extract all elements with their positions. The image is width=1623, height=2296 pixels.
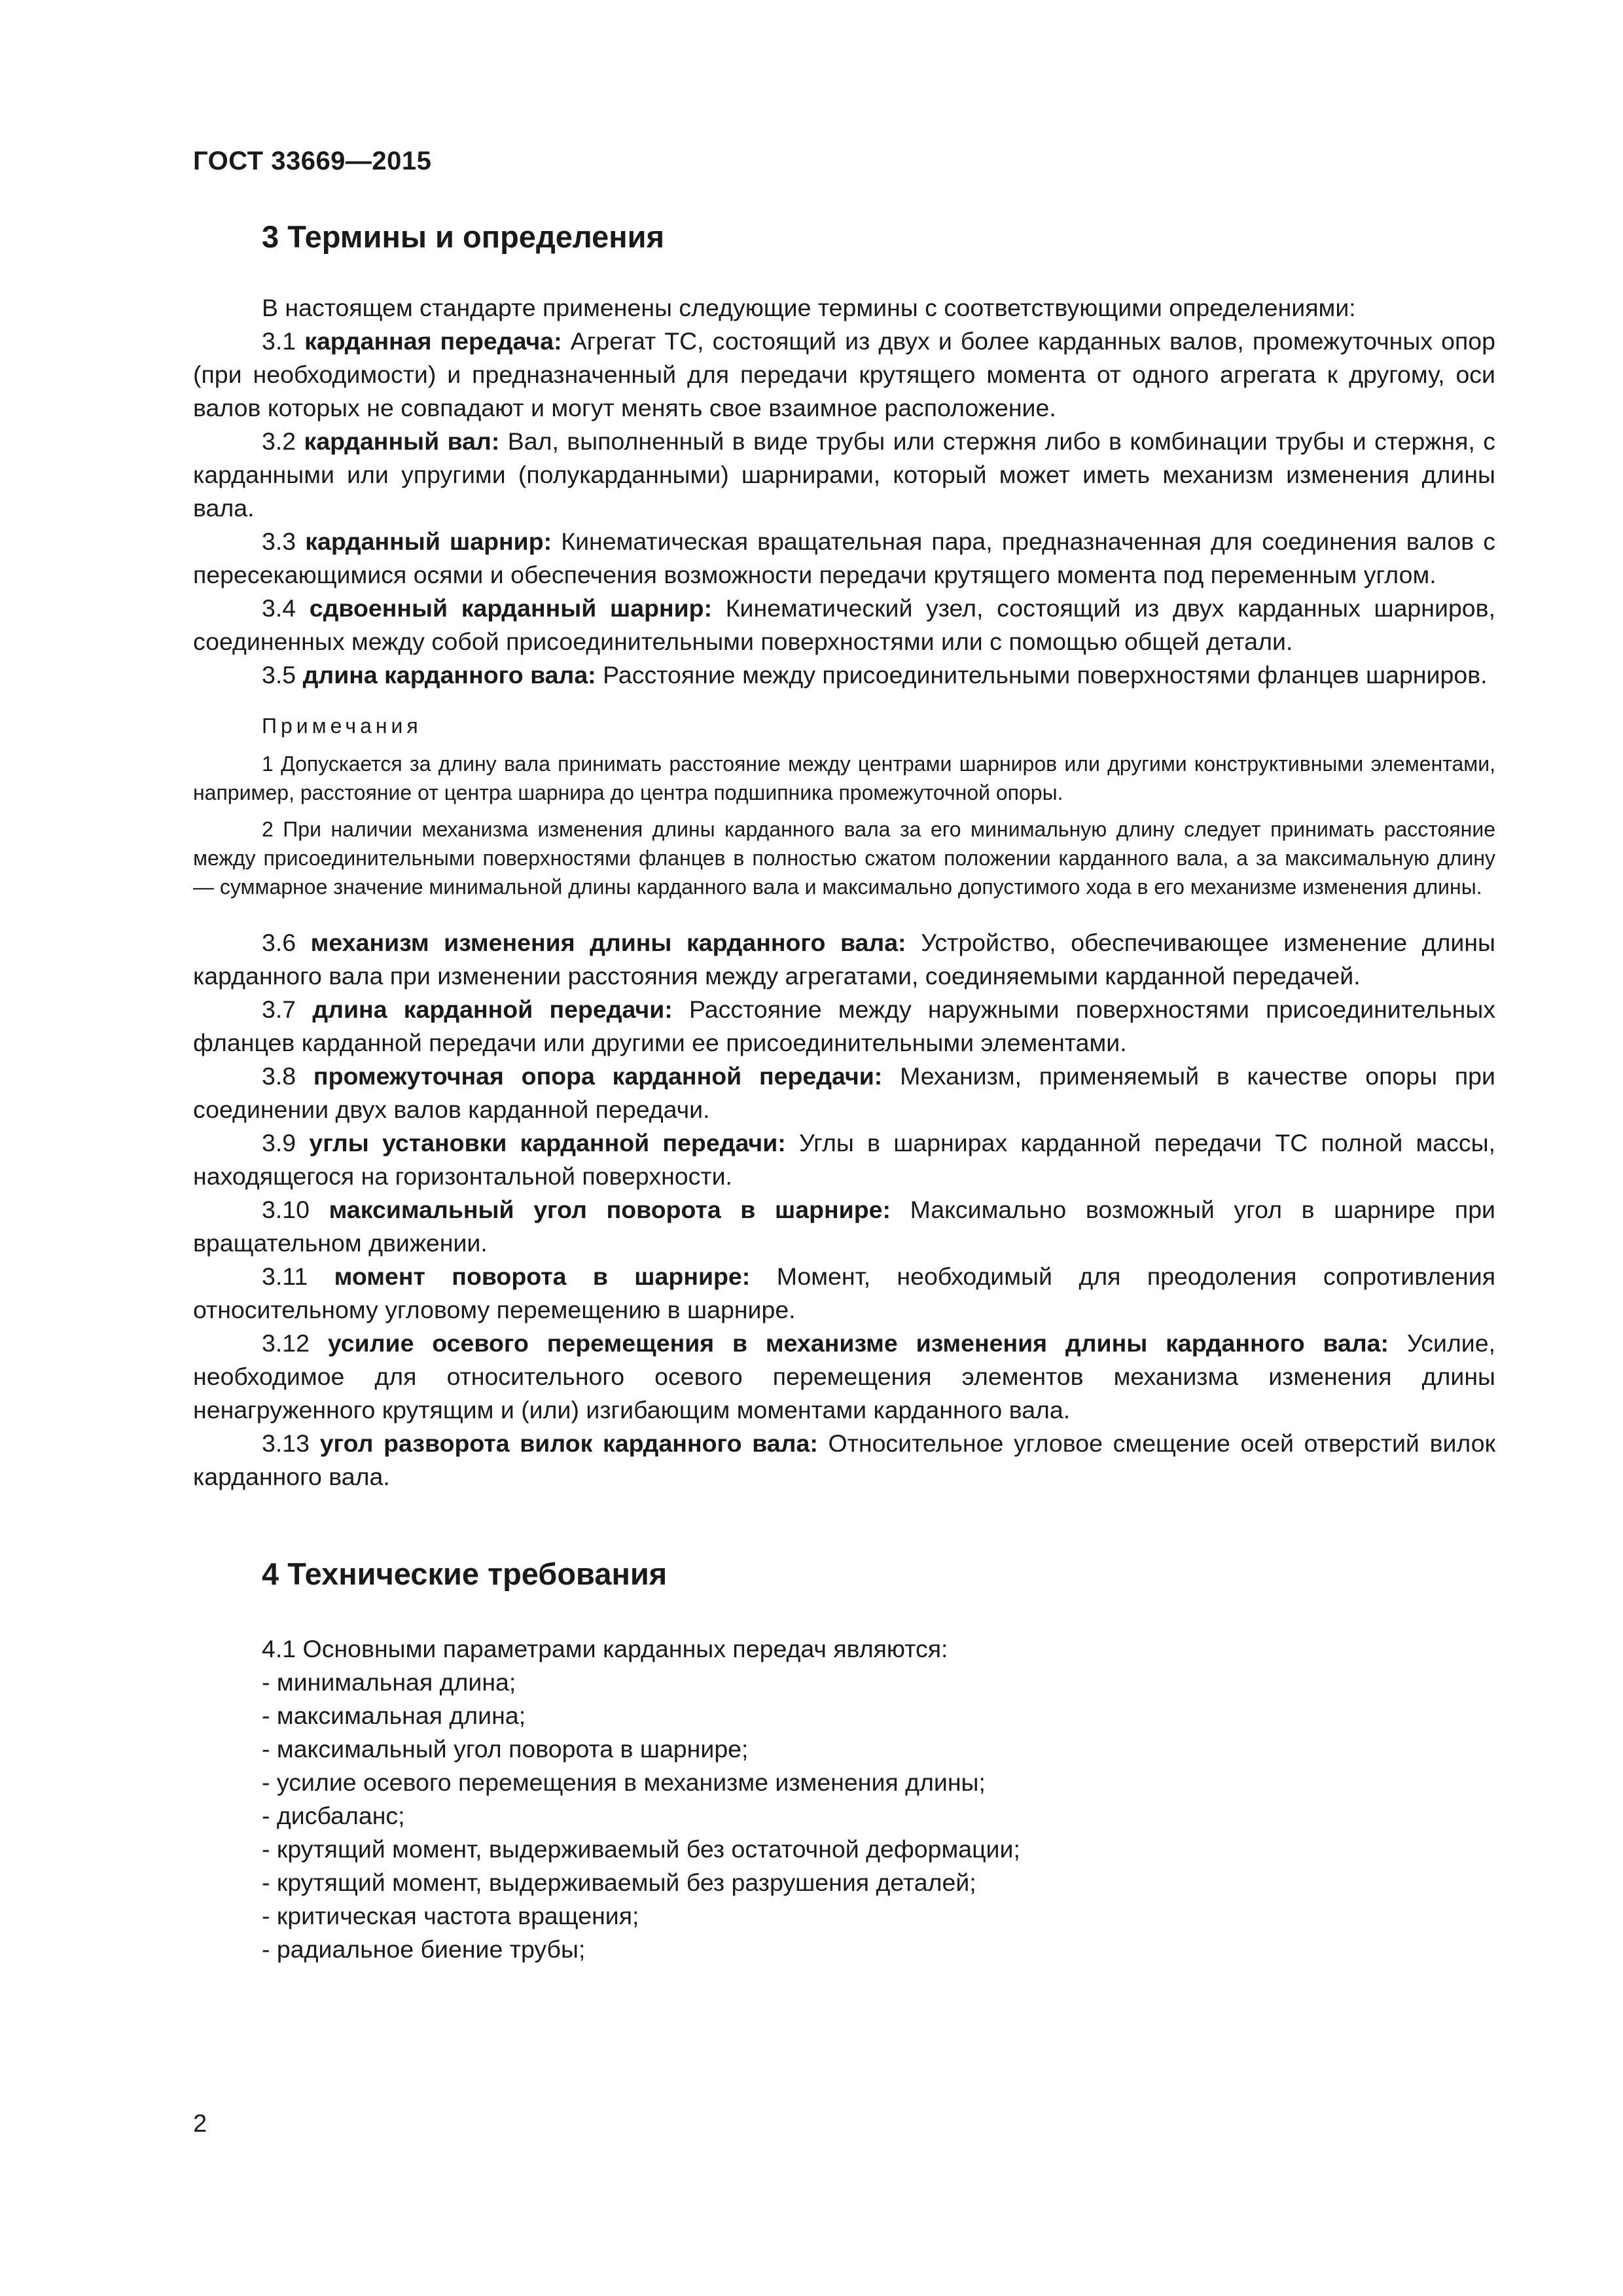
term-number: 3.4 xyxy=(262,594,296,622)
note-2: 2 При наличии механизма изменения длины карданного вала за его минимальную длину следует принимать расстояние между присоединительными поверхностями фланцев в полностью сжатом положении карданного вала, а за максимальную длину — суммарное значение минимальной длины карданного вала и максимально допустимого хода в его механизме изменения длины. xyxy=(193,817,1495,899)
term-name: максимальный угол поворота в шарнире: xyxy=(329,1196,891,1224)
term-3-2 xyxy=(193,425,1495,525)
term-number: 3.1 xyxy=(262,327,296,355)
term-definition: Относительное угловое смещение осей отверстий вилок карданного вала. xyxy=(193,1429,1495,1491)
term-3-12 xyxy=(193,1327,1495,1427)
term-definition: Кинематический узел, состоящий из двух карданных шарниров, соединенных между собой присоединительными поверхностями или с помощью общей детали. xyxy=(193,594,1495,656)
term-3-6 xyxy=(193,926,1495,993)
list-item: - критическая частота вращения; xyxy=(262,1902,639,1930)
term-3-4 xyxy=(193,592,1495,658)
term-name: карданная передача: xyxy=(304,327,562,355)
term-name: момент поворота в шарнире: xyxy=(334,1263,751,1291)
list-item: - крутящий момент, выдерживаемый без разрушения деталей; xyxy=(262,1869,976,1897)
section-3-title: 3 Термины и определения xyxy=(262,219,664,254)
list-item: - крутящий момент, выдерживаемый без остаточной деформации; xyxy=(262,1835,1020,1863)
term-definition: Максимально возможный угол в шарнире при вращательном движении. xyxy=(193,1196,1495,1257)
term-number: 3.8 xyxy=(262,1062,296,1090)
term-definition: Расстояние между наружными поверхностями присоединительных фланцев карданной передачи или другими ее присоединительными элементами. xyxy=(193,996,1496,1057)
term-definition: Устройство, обеспечивающее изменение длины карданного вала при изменении расстояния между агрегатами, соединяемыми карданной передачей. xyxy=(193,929,1495,990)
term-3-1 xyxy=(193,325,1495,425)
term-name: промежуточная опора карданной передачи: xyxy=(313,1062,883,1090)
term-3-11 xyxy=(193,1260,1495,1327)
term-3-10 xyxy=(193,1193,1495,1260)
section-3-intro: В настоящем стандарте применены следующие термины с соответствующими определениями: xyxy=(262,294,1356,322)
document-body xyxy=(193,219,1495,1966)
page-number: 2 xyxy=(193,2110,207,2138)
term-name: механизм изменения длины карданного вала: xyxy=(310,929,906,957)
parameters-list xyxy=(193,1666,1495,1966)
term-name: усилие осевого перемещения в механизме изменения длины карданного вала: xyxy=(327,1329,1389,1357)
term-number: 3.2 xyxy=(262,427,296,456)
term-3-9 xyxy=(193,1126,1495,1193)
term-number: 3.11 xyxy=(262,1263,308,1291)
term-name: углы установки карданной передачи: xyxy=(309,1129,786,1157)
term-number: 3.10 xyxy=(262,1196,310,1224)
term-name: длина карданного вала: xyxy=(302,661,596,689)
term-number: 3.3 xyxy=(262,528,296,556)
term-definition: Механизм, применяемый в качестве опоры при соединении двух валов карданной передачи. xyxy=(193,1062,1495,1124)
term-name: карданный шарнир: xyxy=(305,528,552,556)
term-number: 3.5 xyxy=(262,661,296,689)
term-definition: Усилие, необходимое для относительного осевого перемещения элементов механизма изменения длины ненагруженного крутящим и (или) изгибающим моментами карданного вала. xyxy=(193,1329,1496,1424)
section-4-intro: 4.1 Основными параметрами карданных передач являются: xyxy=(262,1635,948,1663)
note-1: 1 Допускается за длину вала принимать расстояние между центрами шарниров или другими конструктивными элементами, например, расстояние от центра шарнира до центра подшипника промежуточной опоры. xyxy=(193,752,1495,805)
list-item: - максимальный угол поворота в шарнире; xyxy=(262,1735,749,1763)
term-number: 3.9 xyxy=(262,1129,296,1157)
terms-list xyxy=(193,325,1495,692)
term-definition: Углы в шарнирах карданной передачи ТС полной массы, находящегося на горизонтальной поверхности. xyxy=(193,1129,1496,1191)
notes-spacer xyxy=(193,909,1495,926)
term-name: длина карданной передачи: xyxy=(312,996,673,1024)
term-definition: Момент, необходимый для преодоления сопротивления относительному угловому перемещению в шарнире. xyxy=(193,1263,1496,1324)
term-number: 3.6 xyxy=(262,929,296,957)
term-name: угол разворота вилок карданного вала: xyxy=(319,1429,818,1458)
document-header: ГОСТ 33669—2015 xyxy=(193,147,432,175)
list-item: - минимальная длина; xyxy=(262,1668,516,1696)
list-item: - радиальное биение трубы; xyxy=(262,1935,586,1964)
section-4-title: 4 Технические требования xyxy=(262,1556,668,1592)
term-number: 3.7 xyxy=(262,996,296,1024)
term-3-8 xyxy=(193,1060,1495,1126)
term-name: сдвоенный карданный шарнир: xyxy=(309,594,713,622)
notes-heading: Примечания xyxy=(262,714,422,738)
term-3-5 xyxy=(193,658,1495,692)
term-definition: Расстояние между присоединительными поверхностями фланцев шарниров. xyxy=(603,661,1488,689)
term-name: карданный вал: xyxy=(304,427,500,456)
term-definition: Вал, выполненный в виде трубы или стержня либо в комбинации трубы и стержня, с карданными или упругими (полукарданными) шарнирами, который может иметь механизм изменения длины вала. xyxy=(193,427,1496,522)
list-item: - усилие осевого перемещения в механизме изменения длины; xyxy=(262,1768,986,1797)
term-number: 3.13 xyxy=(262,1429,310,1458)
term-definition: Кинематическая вращательная пара, предназначенная для соединения валов с пересекающимися осями и обеспечения возможности передачи крутящего момента под переменным углом. xyxy=(193,528,1496,589)
list-item: - дисбаланс; xyxy=(262,1802,405,1830)
term-number: 3.12 xyxy=(262,1329,310,1357)
term-3-3 xyxy=(193,525,1495,592)
notes-block xyxy=(193,711,1495,901)
list-item: - максимальная длина; xyxy=(262,1702,526,1730)
term-definition: Агрегат ТС, состоящий из двух и более карданных валов, промежуточных опор (при необходимости) и предназначенный для передачи крутящего момента от одного агрегата к другому, оси валов которых не совпадают и могут менять свое взаимное расположение. xyxy=(193,327,1495,422)
terms-list-continued xyxy=(193,926,1495,1494)
term-3-7 xyxy=(193,993,1495,1060)
term-3-13 xyxy=(193,1427,1495,1494)
